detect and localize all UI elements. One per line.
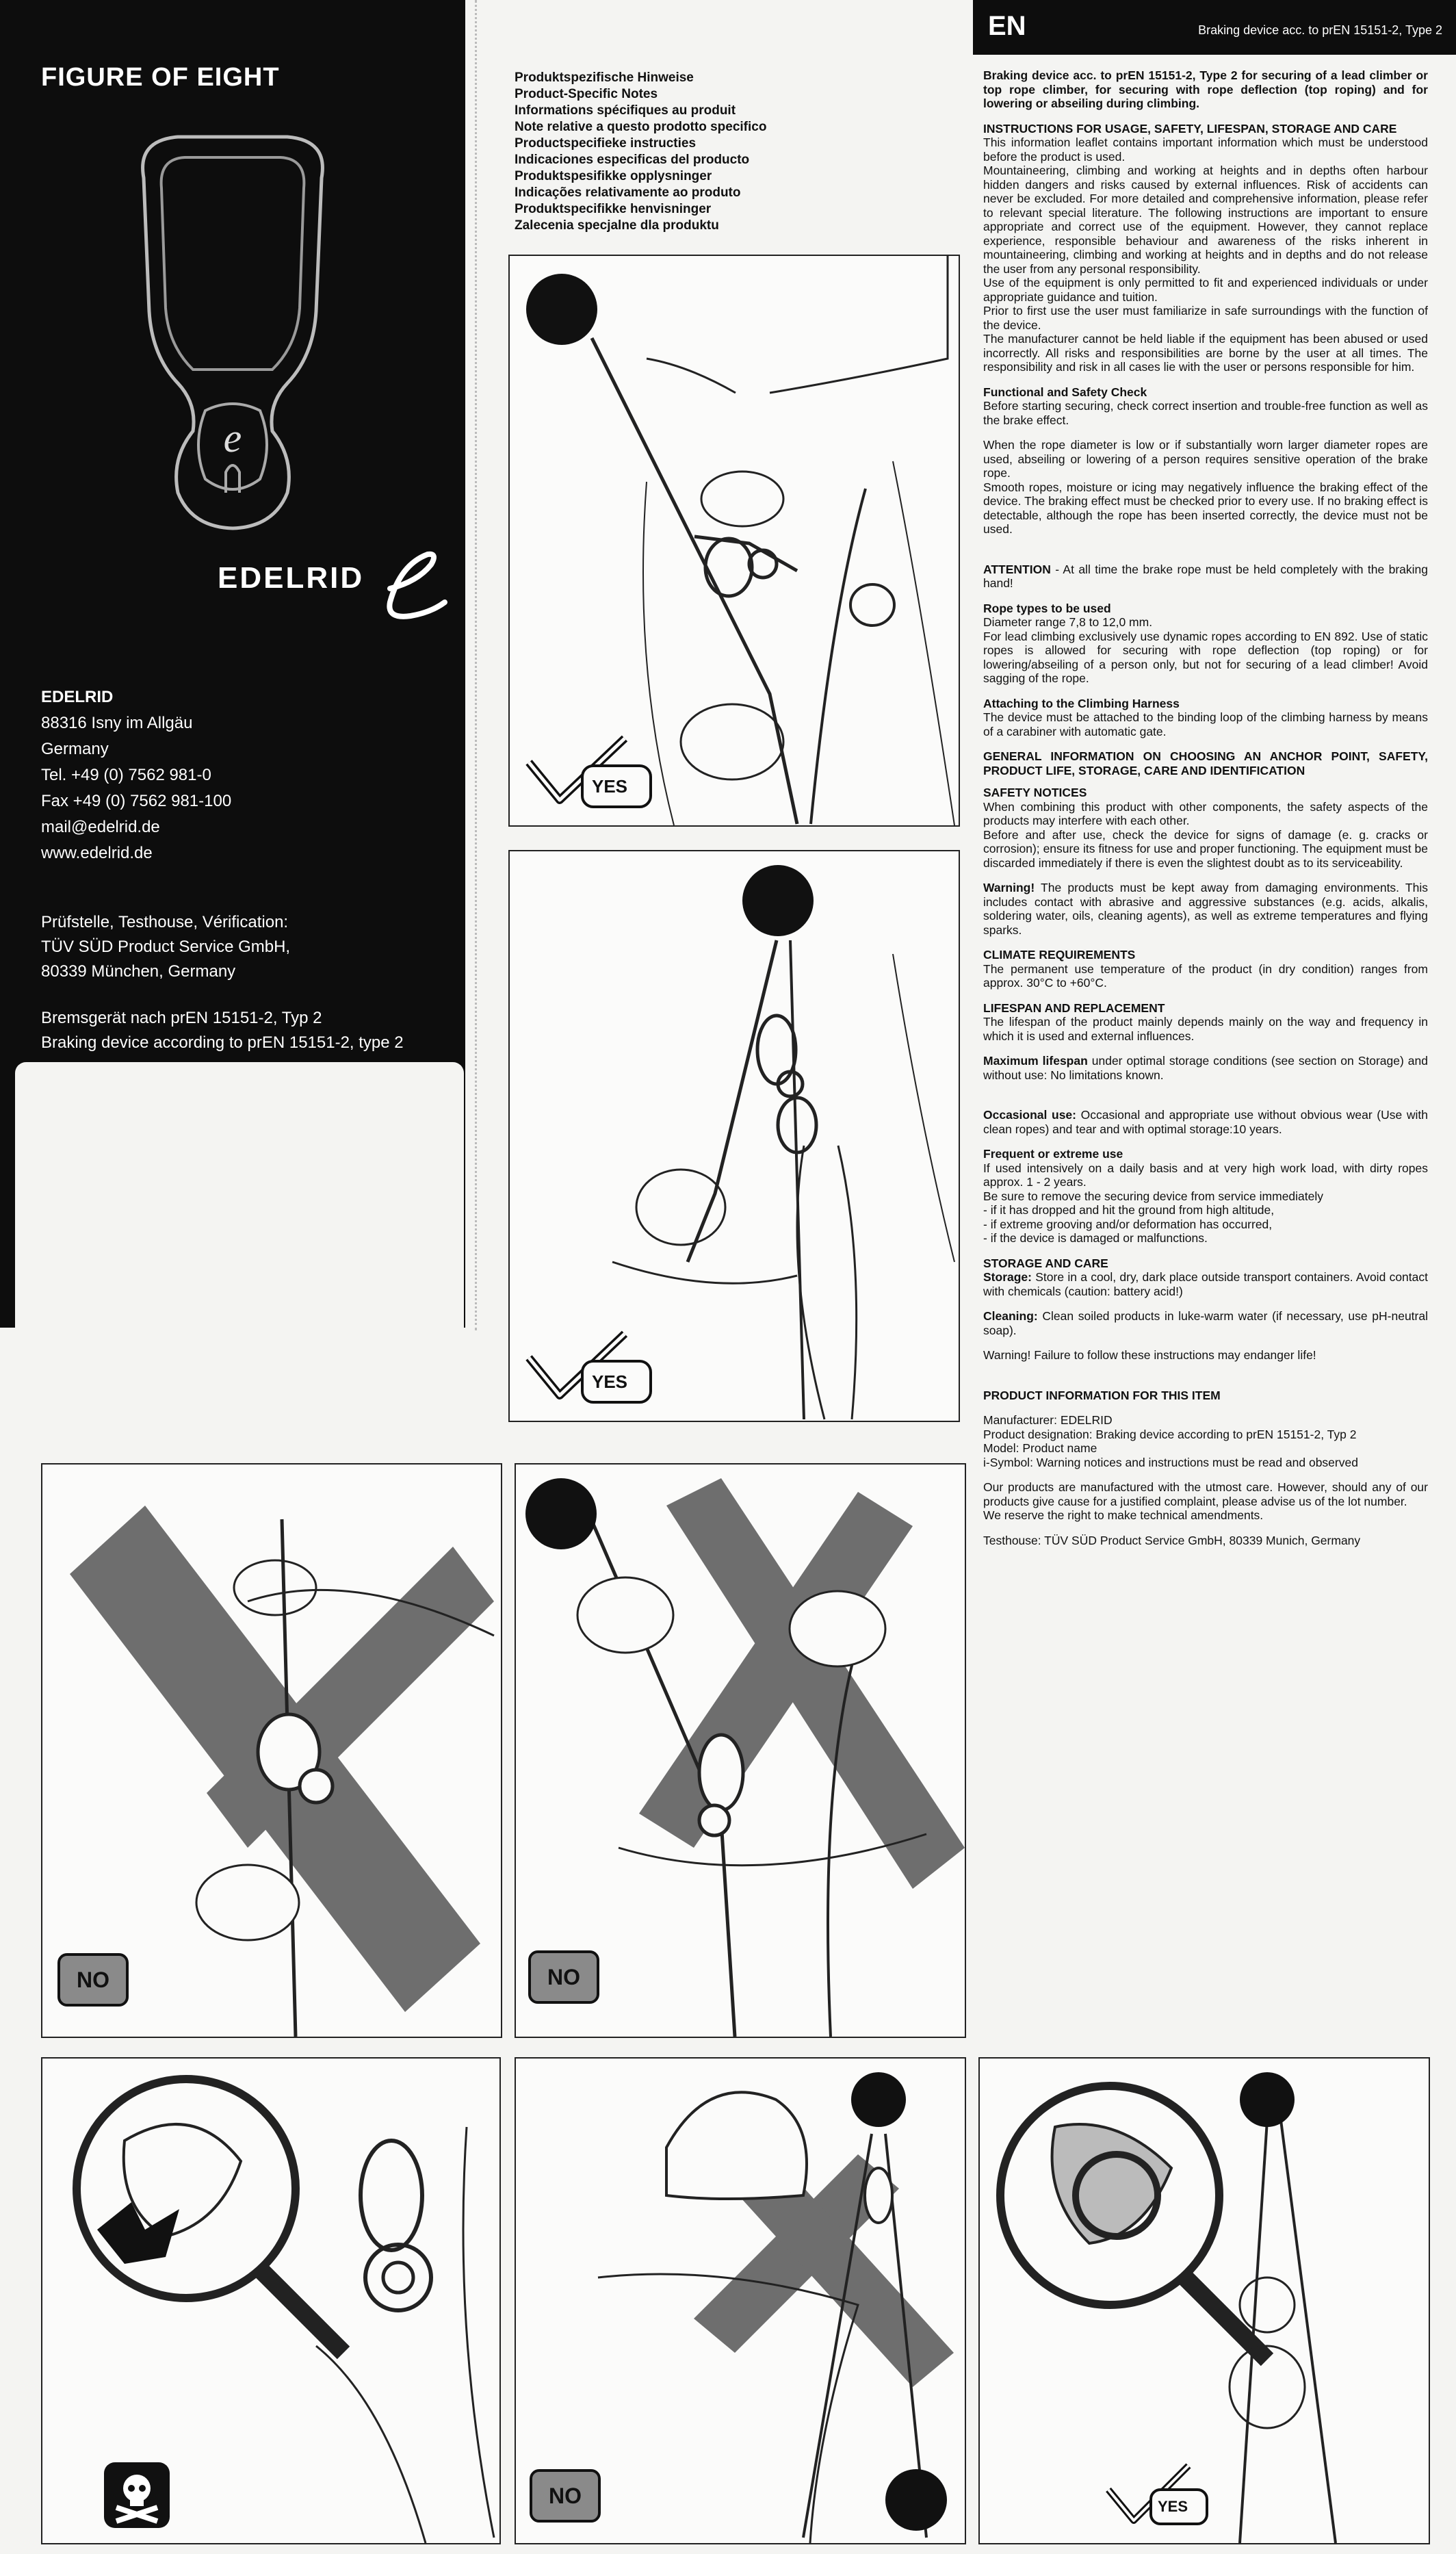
norm-info	[41, 1006, 404, 1055]
paragraph: Use of the equipment is only permitted to fit and experienced individuals or under appropriate guidance and tuition.	[983, 276, 1428, 304]
contact-address	[41, 684, 231, 866]
language-item: Produktspesifikke opplysninger	[515, 169, 712, 183]
paragraph: Our products are manufactured with the utmost care. However, should any of our products give cause for a justified complaint, please advise us of the lot number.	[983, 1480, 1428, 1508]
warning-label: Warning!	[983, 881, 1035, 894]
paragraph: This information leaflet contains important information which must be understood before the product is used.	[983, 136, 1428, 164]
figure-panel-toprope-correct	[978, 2057, 1430, 2544]
paragraph: If used intensively on a daily basis and at very high work load, with dirty ropes approx. 1 - 2 years.	[983, 1161, 1428, 1189]
language-item: Indicaciones especificas del producto	[515, 153, 750, 167]
section-heading: Functional and Safety Check	[983, 385, 1147, 399]
language-item: Product-Specific Notes	[515, 87, 658, 101]
occasional-use-note	[983, 1108, 1428, 1136]
warning-text: The products must be kept away from damaging environments. This includes contact with abrasive and aggressive substances (e.g. acids, alkalis, soldering water, oils, cleaning agents), as well as extreme temperatures and flying sparks.	[983, 881, 1428, 937]
paragraph: Mountaineering, climbing and working at heights and in depths often harbour hidden dangers and risks caused by external influences. Risk of accidents can never be excluded. For more detailed and comprehensive information, please refer to relevant special literature. The following instructions are important to ensure appropriate and correct use of the equipment. However, they cannot replace experience, responsible behaviour and awareness of the risks inherent in mountaineering, climbing and working at heights and in depths and do not release the user from any personal responsibility.	[983, 164, 1428, 276]
cleaning-label: Cleaning:	[983, 1309, 1038, 1323]
cover-panel	[0, 0, 465, 1328]
language-code: EN	[988, 11, 1026, 41]
section-heading: Frequent or extreme use	[983, 1147, 1123, 1161]
edelrid-logo: EDELRID	[218, 561, 365, 595]
skull-crossbones-icon	[104, 2462, 170, 2528]
section-heading: INSTRUCTIONS FOR USAGE, SAFETY, LIFESPAN, STORAGE AND CARE	[983, 121, 1397, 136]
attention-note	[983, 563, 1428, 591]
figure-panel-wrong-1	[41, 1463, 502, 2038]
cleaning-text: Clean soiled products in luke-warm water (if necessary, use pH-neutral soap).	[983, 1309, 1428, 1337]
address-country: Germany	[41, 740, 109, 758]
paragraph: Smooth ropes, moisture or icing may negatively influence the braking effect of the device. The braking effect must be checked prior to every use. If no braking effect is detectable, although the rope has been inserted correctly, the device must not be used.	[983, 480, 1428, 536]
paragraph: The lifespan of the product mainly depends mainly on the way and frequency in which it is used and external influences.	[983, 1015, 1428, 1043]
paragraph: The permanent use temperature of the product (in dry condition) ranges from approx. 30°C to +60°C.	[983, 962, 1428, 990]
paragraph: Warning! Failure to follow these instructions may endanger life!	[983, 1348, 1316, 1362]
figure-panel-toprope-belay	[508, 850, 960, 1422]
yes-check-icon	[1103, 2462, 1212, 2531]
address-fax: Fax +49 (0) 7562 981-100	[41, 792, 232, 810]
lifespan-text: under optimal storage conditions (see section on Storage) and without use: No limitations known.	[983, 1054, 1428, 1082]
yes-check-icon	[522, 735, 659, 810]
product-info: Manufacturer: EDELRID	[983, 1413, 1113, 1427]
lifespan-note	[983, 1054, 1428, 1082]
anchor-symbol-icon	[851, 2072, 906, 2127]
figure-panel-wrong-3	[515, 2057, 966, 2544]
no-badge: NO	[530, 2469, 601, 2523]
no-badge: NO	[528, 1950, 599, 2004]
testhouse-line: 80339 München, Germany	[41, 962, 236, 981]
paragraph: Before starting securing, check correct insertion and trouble-free function as well as the brake effect.	[983, 399, 1428, 427]
label-blank-area	[15, 1062, 464, 1329]
yes-badge: YES	[592, 776, 628, 797]
en-header-bar	[973, 0, 1456, 55]
language-item: Informations spécifiques au produit	[515, 103, 736, 118]
figure-panel-wrong-2	[515, 1463, 966, 2038]
testhouse-info	[41, 910, 290, 984]
address-email: mail@edelrid.de	[41, 818, 160, 836]
figure-eight-device-image	[0, 0, 465, 561]
section-heading: Rope types to be used	[983, 601, 1111, 615]
section-heading: Attaching to the Climbing Harness	[983, 696, 1180, 710]
norm-line-en: Braking device according to prEN 15151-2, type 2	[41, 1033, 404, 1052]
paragraph: The device must be attached to the binding loop of the climbing harness by means of a carabiner with automatic gate.	[983, 710, 1428, 738]
language-list	[515, 70, 766, 234]
address-phone: Tel. +49 (0) 7562 981-0	[41, 766, 211, 784]
paragraph: Be sure to remove the securing device from service immediately	[983, 1189, 1324, 1203]
section-heading: LIFESPAN AND REPLACEMENT	[983, 1001, 1165, 1015]
climber-symbol-icon	[885, 2469, 947, 2531]
paragraph: When combining this product with other components, the safety aspects of the products may interfere with each other.	[983, 799, 1428, 827]
product-info: i-Symbol: Warning notices and instructions must be read and observed	[983, 1455, 1358, 1469]
language-item: Productspecifieke instructies	[515, 136, 697, 151]
paragraph: The manufacturer cannot be held liable if the equipment has been abused or used incorrectly. All risks and responsibilities are borne by the user at all times. The responsibility and risk in all cases lie with the user or persons responsible for him.	[983, 332, 1428, 374]
paragraph: We reserve the right to make technical amendments.	[983, 1508, 1264, 1522]
paragraph: For lead climbing exclusively use dynamic ropes according to EN 892. Use of static ropes is allowed for securing with rope deflection (top roping) or for lowering/abseiling of a person only, but not for securing of a lead climber! Avoid sagging of the rope.	[983, 629, 1428, 685]
list-item: - if it has dropped and hit the ground from high altitude,	[983, 1203, 1275, 1217]
warning-note	[983, 881, 1428, 937]
storage-note	[983, 1270, 1428, 1298]
figure-panel-lead-belay	[508, 255, 960, 827]
wrong-use-illustration	[42, 1465, 501, 2037]
norm-line-de: Bremsgerät nach prEN 15151-2, Typ 2	[41, 1009, 322, 1027]
list-item: - if extreme grooving and/or deformation has occurred,	[983, 1217, 1273, 1231]
fold-line	[475, 0, 477, 1330]
lifespan-label: Maximum lifespan	[983, 1054, 1088, 1068]
figure-panel-danger	[41, 2057, 501, 2544]
language-item: Zalecenia specjalne dla produktu	[515, 218, 719, 233]
list-item: - if the device is damaged or malfunctions.	[983, 1231, 1208, 1245]
section-heading: GENERAL INFORMATION ON CHOOSING AN ANCHOR POINT, SAFETY, PRODUCT LIFE, STORAGE, CARE AND IDENTIFICATION	[983, 749, 1428, 777]
company-name: EDELRID	[41, 688, 114, 706]
testhouse-line: TÜV SÜD Product Service GmbH,	[41, 938, 291, 956]
address-website: www.edelrid.de	[41, 844, 153, 862]
paragraph: Prior to first use the user must familiarize in safe surroundings with the function of the device.	[983, 304, 1428, 332]
paragraph: Diameter range 7,8 to 12,0 mm.	[983, 615, 1153, 629]
anchor-symbol-icon	[1240, 2072, 1295, 2127]
language-item: Note relative a questo prodotto specifico	[515, 120, 767, 134]
product-info: Product designation: Braking device according to prEN 15151-2, Typ 2	[983, 1427, 1357, 1441]
attention-label: ATTENTION	[983, 562, 1051, 576]
language-item: Indicações relativamente ao produto	[515, 185, 741, 200]
occasional-use-label: Occasional use:	[983, 1108, 1076, 1122]
product-title: FIGURE OF EIGHT	[41, 63, 280, 92]
attention-text: - At all time the brake rope must be held completely with the braking hand!	[983, 562, 1428, 590]
address-line: 88316 Isny im Allgäu	[41, 714, 193, 732]
occasional-use-text: Occasional and appropriate use without obvious wear (Use with clean ropes) and tear and with optimal storage:10 years.	[983, 1108, 1428, 1136]
yes-badge: YES	[1158, 2498, 1188, 2515]
product-info: Model: Product name	[983, 1441, 1097, 1455]
edelrid-e-logo-icon	[363, 547, 458, 623]
yes-badge: YES	[592, 1371, 628, 1392]
section-heading: PRODUCT INFORMATION FOR THIS ITEM	[983, 1388, 1221, 1402]
paragraph: When the rope diameter is low or if substantially worn larger diameter ropes are used, abseiling or lowering of a person requires sensitive operation of the brake rope.	[983, 438, 1428, 480]
section-heading: CLIMATE REQUIREMENTS	[983, 948, 1136, 962]
no-badge: NO	[57, 1953, 129, 2007]
language-item: Produktspezifische Hinweise	[515, 70, 694, 85]
language-item: Produktspecifikke henvisninger	[515, 202, 712, 216]
storage-label: Storage:	[983, 1270, 1032, 1284]
cleaning-note	[983, 1309, 1428, 1337]
yes-check-icon	[522, 1330, 659, 1406]
anchor-symbol-icon	[742, 865, 814, 936]
climber-symbol-icon	[526, 274, 597, 345]
section-heading: SAFETY NOTICES	[983, 786, 1087, 799]
svg-text:e: e	[223, 415, 242, 461]
paragraph: Before and after use, check the device for signs of damage (e. g. cracks or corrosion); ensure its fitness for use and proper functioning. The equipment must be discarded immediately if there is even the slightest doubt as to its serviceability.	[983, 827, 1428, 870]
climber-symbol-icon	[525, 1478, 597, 1549]
storage-text: Store in a cool, dry, dark place outside transport containers. Avoid contact with chemicals (caution: battery acid!)	[983, 1270, 1428, 1298]
header-subtitle: Braking device acc. to prEN 15151-2, Type 2	[1198, 23, 1442, 37]
intro-text: Braking device acc. to prEN 15151-2, Type 2 for securing of a lead climber or top rope climber, for securing with rope deflection (top roping) and for lowering or abseiling during climbing.	[983, 68, 1428, 110]
testhouse-line: Prüfstelle, Testhouse, Vérification:	[41, 913, 289, 931]
section-heading: STORAGE AND CARE	[983, 1256, 1108, 1270]
instructions-text	[983, 68, 1428, 1558]
paragraph: Testhouse: TÜV SÜD Product Service GmbH, 80339 Munich, Germany	[983, 1533, 1361, 1547]
